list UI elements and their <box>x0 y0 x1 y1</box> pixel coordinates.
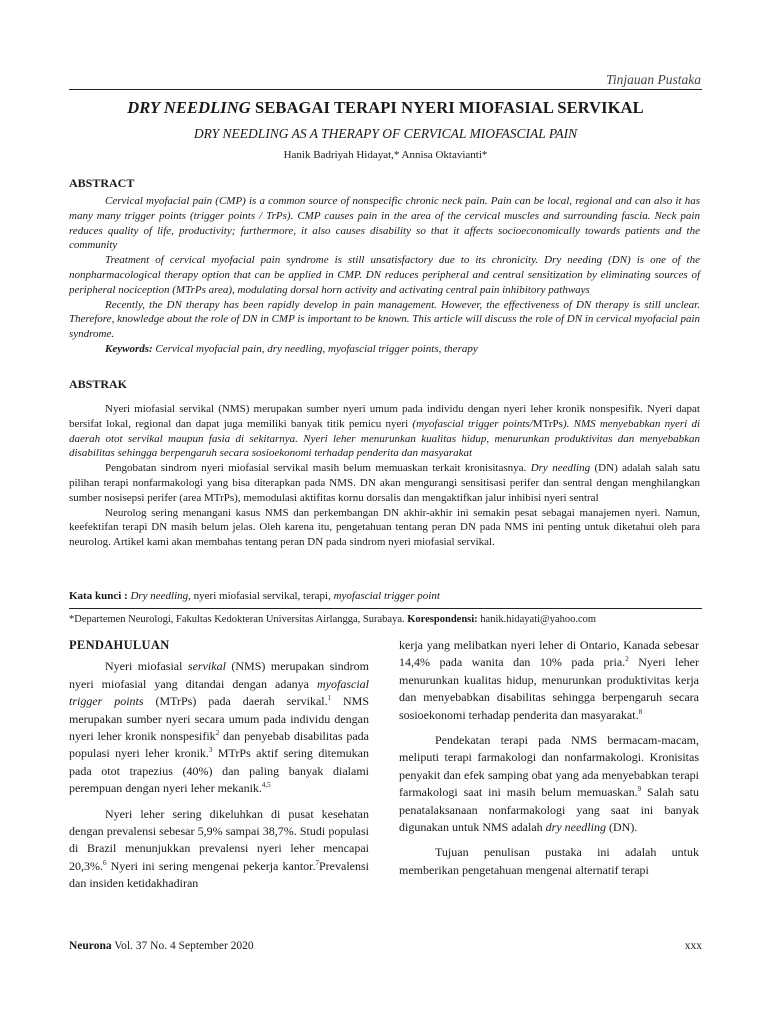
text-span: Prevalensi dan insiden ketidakhadiran <box>69 858 369 891</box>
abstract-en-paragraph: Cervical myofacial pain (CMP) is a common source of nonspecific chronic neck pain. Pain can be local, regional and can also it has many many trigger points (trigger points / TrPs). CMP causes pain in the area of the cervical muscles and surrounding fascia. Neck pain reduces quality of life, productivity; furthermore, it also causes disability so that it affects socioeconomically towards patients and the community <box>69 195 700 252</box>
text-span: Pengobatan sindrom nyeri miofasial servikal masih belum memuaskan terkait kronisitasnya. <box>105 462 531 475</box>
journal-name: Neurona <box>69 940 112 952</box>
text-span: ). NMS menyebabkan nyeri di daerah otot servikal maupun fasia di sekitarnya. Nyeri leher menurunkan kualitas hidup, menurunkan produktivitas dan menyebabkan disabilitas sehingga berpengaruh secara sosioekonomi terhadap penderita dan masyarakat <box>69 417 700 460</box>
journal-issue: Vol. 37 No. 4 September 2020 <box>111 940 254 952</box>
text-span: Nyeri miofasial servikal (NMS) merupakan sumber nyeri umum pada individu dengan nyeri leher kronik nonspesifik. Nyeri dapat bersifat lokal, regional dan dapat juga memiliki banyak titik pemicu nyeri <box>69 403 700 430</box>
text-span: Dry needling <box>130 590 189 602</box>
text-span: (DN) adalah salah satu pilihan terapi nonfarmakologi yang bisa diterapkan pada NMS. DN akan mengurangi sensitisasi perifer dan sentral dengan menghilangkan sumber nosisepsi perifer (area MTrPs), memodulasi aktifitas kornu dorsalis dan mengaktifkan jalur inhibisi nyeri sentral <box>69 462 701 504</box>
page-title <box>69 98 702 118</box>
abstract-en-paragraph: Treatment of cervical myofacial pain syndrome is still unsatisfactory due to its chronicity. Dry needing (DN) is one of the nonpharmacological therapy option that can be applied in CMP. DN reduces peripheral and central sensitization by eliminating sources of peripheral nociception (MTrPs area), modulating dorsal horn activity and activating central pain inhibitory pathways <box>69 254 700 296</box>
text-span: (NMS) merupakan sindrom nyeri miofasial yang ditandai dengan adanya <box>69 659 369 691</box>
body-paragraph: Tujuan penulisan pustaka ini adalah untuk memberikan pengetahuan mengenai alternatif terapi <box>399 845 699 877</box>
section-label: Tinjauan Pustaka <box>606 72 701 87</box>
text-span: MTrPs aktif sering ditemukan pada otot trapezius (40%) dan paling banyak dialami perempuan dengan nyeri leher mekanik. <box>69 746 369 796</box>
affiliation-footnote <box>69 614 700 625</box>
keywords-line <box>69 342 700 357</box>
text-span: NMS merupakan sumber nyeri secara umum pada individu dengan nyeri leher kronik nonspesifik <box>69 694 369 744</box>
page-number: xxx <box>684 940 702 952</box>
citation: 3 <box>208 746 213 755</box>
abstract-en <box>69 194 700 357</box>
citation: 2 <box>625 655 629 664</box>
right-column <box>399 637 699 887</box>
body-paragraph <box>69 658 369 797</box>
body-paragraph <box>399 637 699 724</box>
abstract-id-paragraph: Neurolog sering menangani kasus NMS dan perkembangan DN akhir-akhir ini semakin pesat sebagai manajemen nyeri. Namun, keefektifan terapi DN masih belum jelas. Oleh karena itu, pengetahuan tentang peran DN pada NMS ini penting untuk diketahui oleh para neurolog. Artikel kami akan membahas tentang peran DN pada sindrom nyeri miofasial servikal. <box>69 506 700 549</box>
header-rule <box>69 89 702 90</box>
citation: 2 <box>215 729 220 738</box>
abstract-id-paragraph <box>69 402 700 461</box>
text-span: Nyeri miofasial <box>105 659 188 674</box>
citation: 6 <box>103 858 107 867</box>
text-span: kerja yang melibatkan nyeri leher di Ontario, Kanada sebesar 14,4% pada wanita dan 10% pada pria. <box>399 638 699 670</box>
citation: 7 <box>315 858 319 867</box>
text-span: Pendekatan terapi pada NMS bermacam-macam, meliputi terapi farmakologi dan nonfarmakologi. Kronisitas penyakit dan efek samping obat yang ada menyebabkan terapi farmakologi saat ini masih belum memuaskan. <box>399 733 699 800</box>
keywords-label: Keywords: <box>105 342 153 355</box>
citation: 8 <box>638 707 643 716</box>
kata-kunci-label: Kata kunci : <box>69 590 128 602</box>
text-span: (myofascial trigger points/ <box>412 417 533 430</box>
text-span: Nyeri leher sering dikeluhkan di pusat kesehatan dengan prevalensi sebesar 5,9% sampai 38,7%. Studi populasi di Brazil menunjukkan prevalensi nyeri leher mencapai 20,3%. <box>69 806 369 873</box>
text-span: dry needling <box>545 820 606 835</box>
text-span: servikal <box>187 659 226 674</box>
text-span: Salah satu penatalaksanaan nonfarmakologi yang saat ini banyak digunakan untuk NMS adalah <box>399 785 699 835</box>
section-heading: PENDAHULUAN <box>69 638 170 652</box>
title-rest: SEBAGAI TERAPI NYERI MIOFASIAL SERVIKAL <box>250 98 644 117</box>
abstract-id-paragraph <box>69 461 700 505</box>
left-column <box>69 637 369 901</box>
text-span: MTrPs <box>532 417 563 430</box>
text-span: dan penyebab disabilitas pada populasi nyeri leher kronik. <box>69 729 369 761</box>
authors: Hanik Badriyah Hidayat,* Annisa Oktavianti* <box>283 149 488 161</box>
abstract-en-paragraph: Recently, the DN therapy has been rapidly develop in pain management. However, the effectiveness of DN therapy is still unclear. Therefore, knowledge about the role of DN in CMP is important to be known. This article will discuss the role of DN in cervical myofacial pain syndrome. <box>69 298 700 341</box>
text-span: Nyeri leher menurunkan kualitas hidup, menurunkan produktivitas kerja dan menyebabkan disabilitas sehingga berpengaruh secara sosioekonomi terhadap penderita dan masyarakat. <box>399 655 700 722</box>
page-footer <box>69 940 702 952</box>
body-paragraph <box>399 732 699 836</box>
body-paragraph <box>69 806 369 893</box>
citation: 1 <box>327 694 332 703</box>
text-span: Dry needling <box>530 462 591 475</box>
keywords-text: Cervical myofacial pain, dry needling, myofascial trigger points, therapy <box>152 342 478 355</box>
text-span: (DN). <box>605 820 638 835</box>
email-text: hanik.hidayati@yahoo.com <box>477 614 597 625</box>
text-span: *Departemen Neurologi, Fakultas Kedokteran Universitas Airlangga, Surabaya. <box>69 614 408 625</box>
text-span: myofascial trigger point <box>333 590 440 602</box>
citation: 4,5 <box>261 781 271 790</box>
journal-info <box>69 940 254 952</box>
abstrak-heading: ABSTRAK <box>69 377 128 391</box>
abstract-heading: ABSTRACT <box>69 176 135 190</box>
abstract-id <box>69 402 700 550</box>
text-span: (MTrPs) pada daerah servikal. <box>143 694 328 709</box>
title-italic: DRY NEEDLING <box>127 98 251 117</box>
text-span: Korespondensi: <box>407 614 478 625</box>
text-span: myofascial trigger points <box>69 676 369 709</box>
page-subtitle: DRY NEEDLING AS A THERAPY OF CERVICAL MIOFASCIAL PAIN <box>193 126 578 141</box>
footnote-rule <box>69 608 702 609</box>
text-span: , nyeri miofasial servikal, terapi, <box>188 590 334 602</box>
citation: 9 <box>637 785 642 794</box>
kata-kunci-line <box>69 590 700 602</box>
text-span: Nyeri ini sering mengenai pekerja kantor. <box>106 858 316 873</box>
